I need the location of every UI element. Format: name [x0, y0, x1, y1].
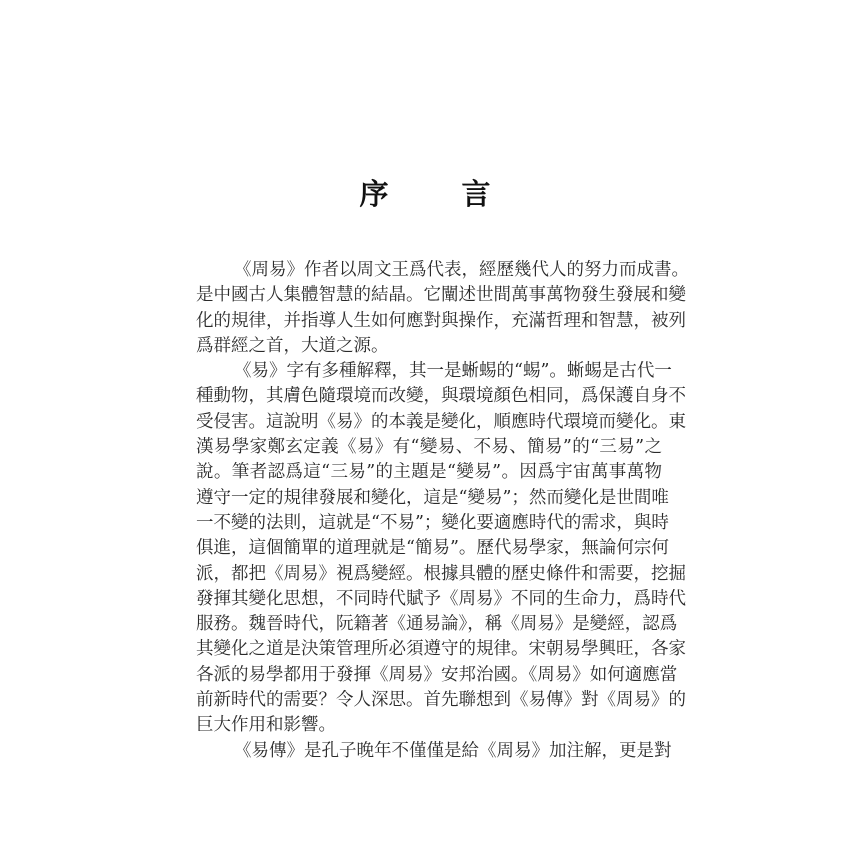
text-line: 一不變的法則，這就是“不易”；變化要適應時代的需求，與時: [196, 512, 669, 533]
text-line: 種動物，其膚色隨環境而改變，與環境顏色相同，爲保護自身不: [196, 386, 686, 407]
page-title: 序 言: [359, 177, 513, 211]
text-line: 爲群經之首，大道之源。: [196, 335, 389, 356]
text-line: 說。筆者認爲這“三易”的主題是“變易”。因爲宇宙萬事萬物: [196, 462, 662, 483]
text-line: 是中國古人集體智慧的結晶。它闡述世間萬事萬物發生發展和變: [196, 285, 686, 306]
text-line: 各派的易學都用于發揮《周易》安邦治國。《周易》如何適應當: [196, 664, 678, 685]
text-line: 遵守一定的規律發展和變化，這是“變易”；然而變化是世間唯: [196, 487, 669, 508]
text-line: 派，都把《周易》視爲變經。根據具體的歷史條件和需要，挖掘: [196, 563, 686, 584]
text-line: 服務。魏晉時代，阮籍著《通易論》，稱《周易》是變經，認爲: [196, 614, 678, 635]
preface-body: [196, 258, 689, 764]
text-line: 受侵害。這說明《易》的本義是變化，順應時代環境而變化。東: [196, 411, 686, 432]
text-line: 《易傳》是孔子晚年不僅僅是給《周易》加注解，更是對: [234, 740, 672, 761]
text-line: 《周易》作者以周文王爲代表，經歷幾代人的努力而成書。: [234, 260, 689, 280]
text-line: 巨大作用和影響。: [196, 715, 336, 736]
text-line: 前新時代的需要？令人深思。首先聯想到《易傳》對《周易》的: [196, 690, 686, 711]
text-line: 發揮其變化思想，不同時代賦予《周易》不同的生命力，爲時代: [196, 588, 686, 609]
text-line: 漢易學家鄭玄定義《易》有“變易、不易、簡易”的“三易”之: [196, 437, 662, 458]
text-line: 其變化之道是決策管理所必須遵守的規律。宋朝易學興旺，各家: [196, 639, 686, 660]
text-line: 《易》字有多種解釋，其一是蜥蜴的“蜴”。蜥蜴是古代一: [234, 361, 672, 382]
text-line: 化的規律，并指導人生如何應對與操作，充滿哲理和智慧，被列: [196, 310, 686, 331]
text-line: 俱進，這個簡單的道理就是“簡易”。歷代易學家，無論何宗何: [196, 538, 669, 559]
